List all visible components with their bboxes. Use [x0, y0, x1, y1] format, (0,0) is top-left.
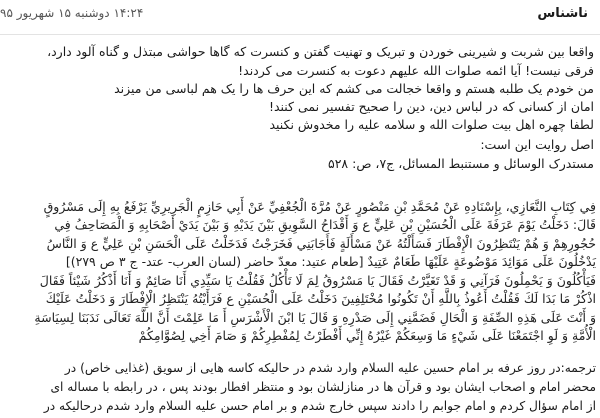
quote-line: قَالَ: دَخَلْتُ يَوْمَ عَرَفَةَ عَلَى الْحُسَيْنِ بْنِ عَلِيٍّ ع وَ أَقْدَاحُ السَّوِيقِ بَيْنَ يَدَيْهِ وَ بَيْنَ يَدَيْ أَصْحَابِهِ وَ الْمَصَاحِفُ فِي [54, 217, 596, 232]
body-line: اصل روایت این است: [480, 137, 594, 152]
quote-line: وَ أَنْتَ عَلَى هَذِهِ الصِّفَةِ وَ الْحَالِ فَضَمَّنِي إِلَى صَدْرِهِ وَ قَالَ يَا ابْنَ الْأَشْرَسِ أَ مَا عَلِمْتَ أَنَّ اللَّهَ تَعَالَى نَدَبَنَا لِسِيَاسَةِ [34, 310, 596, 325]
body-line: واقعا بین شربت و شیرینی خوردن و تبریک و تهنیت گفتن و کنسرت که گاها حواشی مبتذل و گناه آلود دارد، [47, 44, 594, 59]
post-header [0, 0, 600, 35]
quote-line: حُجُورِهِمْ وَ هُمْ يَنْتَظِرُونَ الْإِفْطَارَ فَسَأَلْتُهُ عَنْ مَسْأَلَةٍ فَأَجَابَنِي فَخَرَجْتُ فَدَخَلْتُ عَلَى الْحَسَنِ بْنِ عَلِيٍّ ع وَ النَّاسُ [46, 236, 596, 251]
author-name[interactable]: ناشناس [537, 6, 588, 21]
quote-line: يَدْخُلُونَ عَلَى مَوَائِدَ مَوْضُوعَةٍ عَلَيْهَا طَعَامٌ عَتِيدٌ [طعام عتيد: معدّ حاضر (لسان العرب- عتد- ج ۳ ص ۲۷۹)] [65, 254, 596, 269]
translation-line: از امام سؤال کردم و امام جوابم را دادند سپس خارج شدم و بر امام حسن علیه السلام وارد شدم درحالیکه در [43, 399, 596, 413]
quote-line: اذْكُرْ مَا بَدَا لَكَ فَقُلْتُ أَعُوذُ بِاللَّهِ أَنْ تَكُونُوا مُخْتَلِفِينَ دَخَلْتُ عَلَى الْحُسَيْنِ ع فَرَأَيْتُهُ يَنْتَظِرُ الْإِفْطَارَ وَ دَخَلْتُ عَلَيْكَ [45, 291, 596, 306]
body-line: من خودم یک طلبه هستم و واقعا خجالت می کشم که این حرف ها را یک هم لباسی من میزند [114, 81, 594, 96]
quote-line: فِي كِتَابِ النَّعَازِي، بِإِسْنَادِهِ عَنْ مُحَمَّدِ بْنِ مَنْصُورٍ عَنْ مُرَّةَ الْجُعْفِيِّ عَنْ أَبِي حَازِمٍ الْجَرِيرِيِّ يَرْفَعُ بِهِ إِلَى مَسْرُوقٍ [43, 199, 596, 214]
translation-line: محضر امام و اصحاب ایشان بود و قرآن ها در منازلشان بود و منتظر افطار بودند پس ، در رابطه با مساله ای [50, 380, 596, 394]
post-timestamp: ۱۴:۲۴ دوشنبه ۱۵ شهریور ۹۵ [0, 6, 144, 20]
body-line: لطفا چهره اهل بیت صلوات الله و سلامه علیه را مخدوش نکنید [269, 117, 594, 132]
body-line: فرقی نیست! آیا ائمه صلوات الله علیهم دعوت به کنسرت می کردند! [238, 63, 594, 78]
body-line: امان از کسانی که در لباس دین، دین را صحیح تفسیر نمی کنند! [268, 99, 594, 114]
quote-line: الْأُمَّةِ وَ لَوِ اجْتَمَعْنَا عَلَى شَيْءٍ مَا وَسِعَكُمْ غَيْرُهُ إِنِّي أَفْطَرْتُ لِمُفْطِرِكُمْ وَ صَامَ أَخِي لِصُوَّامِكُمْ [138, 328, 596, 343]
quote-line: فَيَأْكُلُونَ وَ يَحْمِلُونَ فَرَآنِي وَ قَدْ تَغَيَّرْتُ فَقَالَ يَا مَسْرُوقُ لِمَ لَا تَأْكُلُ فَقُلْتُ يَا سَيِّدِي أَنَا صَائِمٌ وَ أَنَا أَذْكُرُ شَيْئاً فَقَالَ [39, 273, 596, 288]
translation-line: ترجمه:در روز عرفه بر امام حسین علیه السلام وارد شدم در حالیکه کاسه هایی از سویق (غذایی خاص) در [64, 361, 596, 375]
reference-line: مستدرک الوسائل و مستنبط المسائل، ج۷، ص: ۵۲۸ [327, 156, 594, 171]
